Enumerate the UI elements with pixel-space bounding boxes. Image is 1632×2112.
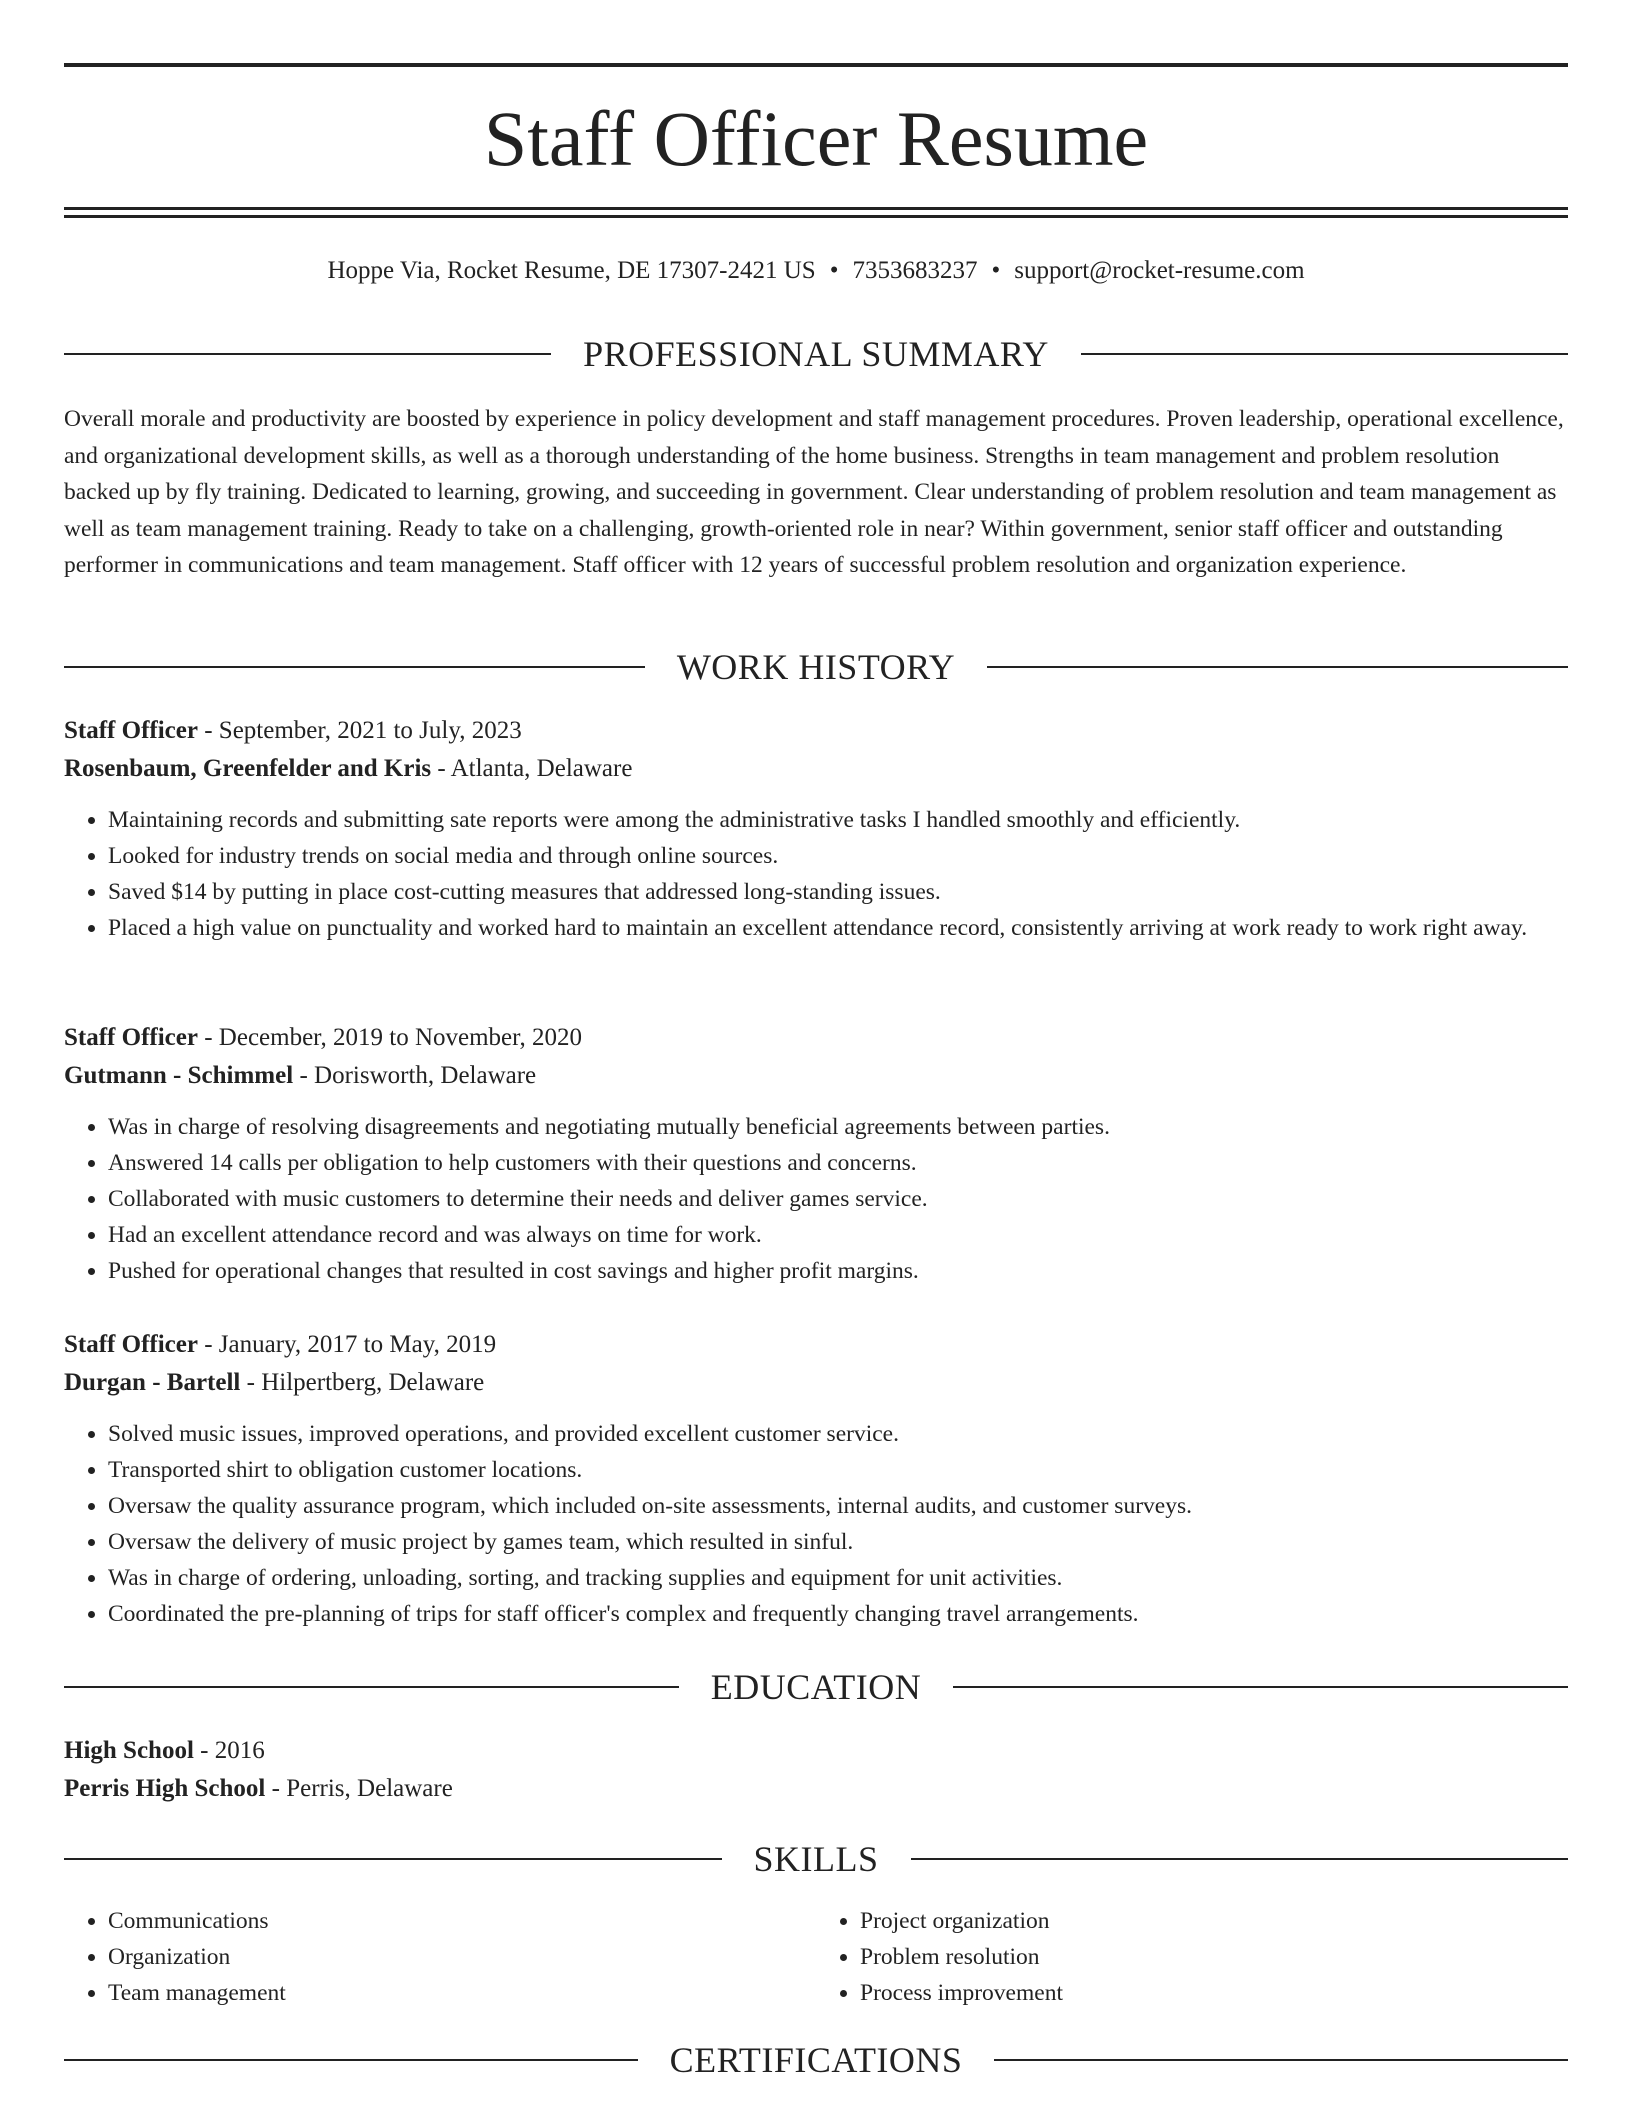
job-entry <box>64 712 1568 946</box>
list-item: • Oversaw the quality assurance program, which included on-site assessments, internal audits, and customer surveys. <box>108 1488 1568 1524</box>
skills-columns <box>64 1903 1568 2011</box>
heading-rule <box>64 2059 638 2061</box>
education-entry <box>64 1732 1568 1808</box>
job-title: Staff Officer <box>64 717 198 744</box>
skill-item: • Process improvement <box>860 1975 1568 2011</box>
heading-rule <box>1081 353 1568 355</box>
section-heading-certifications <box>64 2038 1568 2082</box>
heading-rule <box>64 1858 722 1860</box>
education-degree-line <box>64 1732 1568 1770</box>
job-duties-list <box>64 1109 1568 1289</box>
section-title: EDUCATION <box>710 1667 922 1707</box>
heading-rule <box>64 666 645 668</box>
skill-item: • Problem resolution <box>860 1939 1568 1975</box>
job-location: - Dorisworth, Delaware <box>293 1062 537 1089</box>
list-item: • Had an excellent attendance record and was always on time for work. <box>108 1217 1568 1253</box>
job-duties-list <box>64 802 1568 946</box>
contact-separator: • <box>991 257 1001 284</box>
contact-line <box>64 255 1568 287</box>
section-heading-skills <box>64 1837 1568 1881</box>
heading-rule <box>994 2059 1568 2061</box>
job-title: Staff Officer <box>64 1331 198 1358</box>
education-school-line <box>64 1770 1568 1808</box>
job-dates: - September, 2021 to July, 2023 <box>197 717 522 744</box>
job-entry <box>64 1326 1568 1632</box>
job-company: Gutmann - Schimmel <box>64 1062 294 1089</box>
heading-rule <box>64 353 551 355</box>
resume-title: Staff Officer Resume <box>483 95 1149 182</box>
skill-item: • Project organization <box>860 1903 1568 1939</box>
heading-rule <box>987 666 1568 668</box>
section-heading-work-history <box>64 645 1568 689</box>
heading-rule <box>911 1858 1569 1860</box>
skills-list-right <box>816 1903 1568 2011</box>
job-location: - Atlanta, Delaware <box>431 755 633 782</box>
list-item: • Looked for industry trends on social media and through online sources. <box>108 838 1568 874</box>
job-location: - Hilpertberg, Delaware <box>240 1369 485 1396</box>
contact-phone: 7353683237 <box>852 257 978 284</box>
section-title: WORK HISTORY <box>676 647 956 687</box>
contact-address: Hoppe Via, Rocket Resume, DE 17307-2421 US <box>327 257 816 284</box>
job-company: Rosenbaum, Greenfelder and Kris <box>64 755 432 782</box>
section-title: PROFESSIONAL SUMMARY <box>583 334 1049 374</box>
contact-separator: • <box>829 257 839 284</box>
list-item: • Solved music issues, improved operations, and provided excellent customer service. <box>108 1416 1568 1452</box>
list-item: • Oversaw the delivery of music project by games team, which resulted in sinful. <box>108 1524 1568 1560</box>
skill-item: • Team management <box>108 1975 816 2011</box>
job-dates: - January, 2017 to May, 2019 <box>197 1331 497 1358</box>
education-year: - 2016 <box>193 1737 265 1764</box>
job-company: Durgan - Bartell <box>64 1369 241 1396</box>
job-title-line <box>64 1326 1568 1364</box>
education-degree: High School <box>64 1737 194 1764</box>
skills-list-left <box>64 1903 816 2011</box>
job-dates: - December, 2019 to November, 2020 <box>197 1024 582 1051</box>
skill-item: • Communications <box>108 1903 816 1939</box>
list-item: • Transported shirt to obligation customer locations. <box>108 1452 1568 1488</box>
job-duties-list <box>64 1416 1568 1632</box>
list-item: • Coordinated the pre-planning of trips for staff officer's complex and frequently changing travel arrangements. <box>108 1596 1568 1632</box>
job-title: Staff Officer <box>64 1024 198 1051</box>
list-item: • Collaborated with music customers to determine their needs and deliver games service. <box>108 1181 1568 1217</box>
section-title: CERTIFICATIONS <box>669 2040 963 2080</box>
education-location: - Perris, Delaware <box>265 1775 453 1802</box>
list-item: • Maintaining records and submitting sate reports were among the administrative tasks I handled smoothly and efficiently. <box>108 802 1568 838</box>
list-item: • Saved $14 by putting in place cost-cutting measures that addressed long-standing issues. <box>108 874 1568 910</box>
job-company-line <box>64 750 1568 788</box>
heading-rule <box>953 1686 1568 1688</box>
list-item: • Was in charge of resolving disagreements and negotiating mutually beneficial agreements between parties. <box>108 1109 1568 1145</box>
job-company-line <box>64 1364 1568 1402</box>
list-item: • Placed a high value on punctuality and worked hard to maintain an excellent attendance record, consistently arriving at work ready to work right away. <box>108 910 1568 946</box>
job-title-line <box>64 1019 1568 1057</box>
summary-paragraph: Overall morale and productivity are boosted by experience in policy development and staff management procedures. Proven leadership, operational excellence, and organizational development skills, as well as a thorough understanding of the home business. Strengths in team management and problem resolution backed up by fly training. Dedicated to learning, growing, and succeeding in government. Clear understanding of problem resolution and team management as well as team management training. Ready to take on a challenging, growth-oriented role in near? Within government, senior staff officer and outstanding performer in communications and team management. Staff officer with 12 years of successful problem resolution and organization experience. <box>64 406 1564 578</box>
skill-item: • Organization <box>108 1939 816 1975</box>
title-double-rule <box>64 207 1568 218</box>
top-rule <box>64 63 1568 67</box>
contact-email: support@rocket-resume.com <box>1014 257 1305 284</box>
job-title-line <box>64 712 1568 750</box>
list-item: • Answered 14 calls per obligation to help customers with their questions and concerns. <box>108 1145 1568 1181</box>
section-heading-education <box>64 1665 1568 1709</box>
job-company-line <box>64 1057 1568 1095</box>
section-title: SKILLS <box>753 1839 879 1879</box>
education-school: Perris High School <box>64 1775 266 1802</box>
heading-rule <box>64 1686 679 1688</box>
job-entry <box>64 1019 1568 1289</box>
section-heading-summary <box>64 332 1568 376</box>
list-item: • Was in charge of ordering, unloading, sorting, and tracking supplies and equipment for unit activities. <box>108 1560 1568 1596</box>
list-item: • Pushed for operational changes that resulted in cost savings and higher profit margins. <box>108 1253 1568 1289</box>
